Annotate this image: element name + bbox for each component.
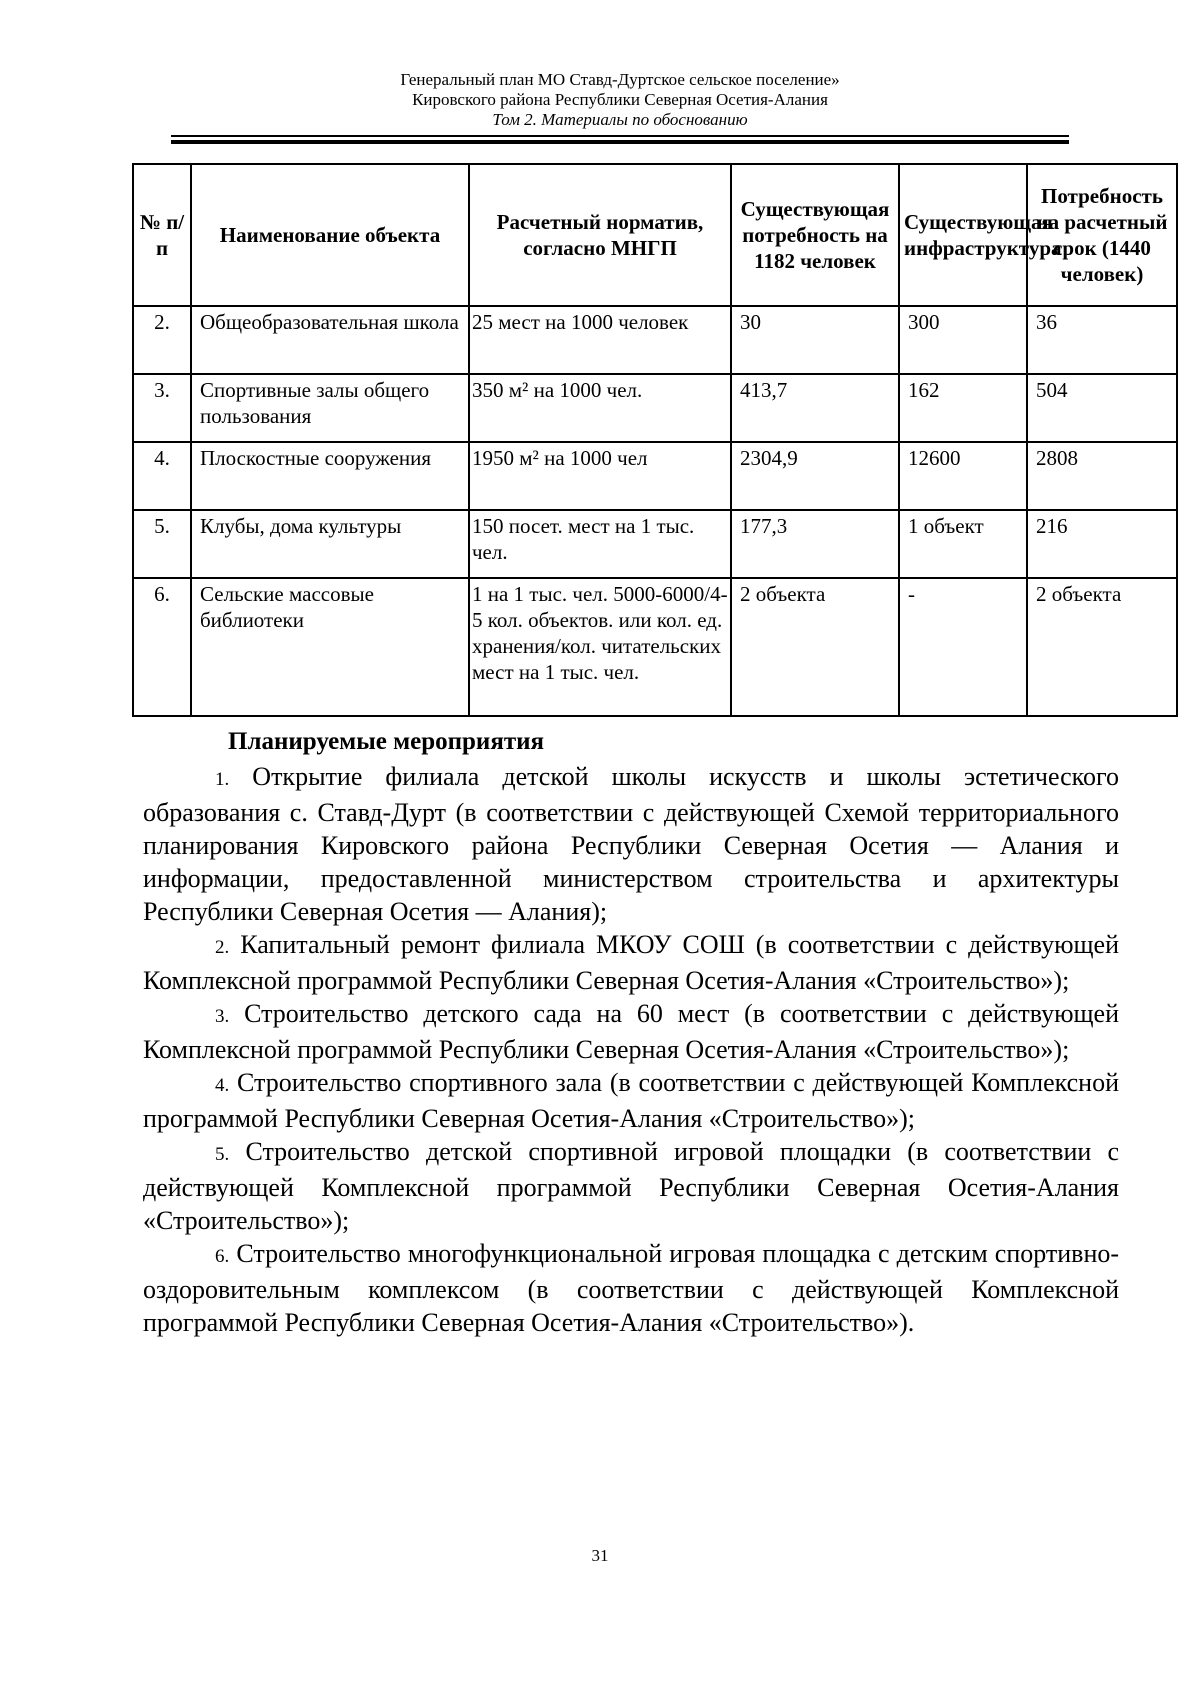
list-item [143,997,1119,1066]
list-item-number: 4. [215,1075,230,1096]
cell-infra: 12600 [899,442,1027,510]
cell-norm: 150 посет. мест на 1 тыс. чел. [469,510,731,578]
list-item-number: 3. [215,1006,230,1027]
cell-name: Спортивные залы общего пользования [191,374,469,442]
cell-need: 30 [731,306,899,374]
header-volume-line: Том 2. Материалы по обоснованию [492,110,748,129]
header-region-line: Кировского района Республики Северная Осетия-Алания [412,90,828,109]
cell-name: Общеобразовательная школа [191,306,469,374]
header-existing-infra: Существующая инфраструктура [899,164,1027,306]
table-row [133,442,1177,510]
list-item-text: Строительство многофункциональной игровая площадка с детским спортивно-оздоровительным комплексом (в соответствии с действующей Комплексной программой Республики Северная Осетия-Алания «Строительство»). [143,1239,1120,1337]
cell-need: 2304,9 [731,442,899,510]
cell-infra: - [899,578,1027,716]
list-item-text: Капитальный ремонт филиала МКОУ СОШ (в соответствии с действующей Комплексной программой Республики Северная Осетия-Алания «Строительство»); [143,930,1119,995]
measures-list [143,760,1119,1339]
cell-future: 36 [1027,306,1177,374]
header-title-line: Генеральный план МО Ставд-Дуртское сельское поселение» [400,70,840,89]
cell-need: 177,3 [731,510,899,578]
section-title: Планируемые мероприятия [228,728,545,755]
cell-norm: 25 мест на 1000 человек [469,306,731,374]
page-number: 31 [591,1546,609,1565]
header-rule-thick [171,140,1069,144]
cell-need: 413,7 [731,374,899,442]
list-item-number: 2. [215,937,230,958]
table-row [133,306,1177,374]
cell-norm: 1 на 1 тыс. чел. 5000-6000/4-5 кол. объектов. или кол. ед. хранения/кол. читательских мест на 1 тыс. чел. [469,578,731,716]
table-header-row [133,164,1177,306]
header-norm: Расчетный норматив, согласно МНГП [469,164,731,306]
cell-infra: 162 [899,374,1027,442]
cell-num: 6. [133,578,191,716]
cell-num: 4. [133,442,191,510]
table-row [133,374,1177,442]
cell-name: Сельские массовые библиотеки [191,578,469,716]
list-item-text: Открытие филиала детской школы искусств и школы эстетического образования с. Ставд-Дурт (в соответствии с действующей Схемой территориального планирования Кировского района Республики Северная Осетия — Алания и информации, предоставленной министерством строительства и архитектуры Республики Северная Осетия — Алания); [143,762,1119,926]
cell-name: Клубы, дома культуры [191,510,469,578]
cell-norm: 350 м² на 1000 чел. [469,374,731,442]
list-item-number: 6. [215,1246,230,1267]
header-existing-need: Существующая потребность на 1182 человек [731,164,899,306]
list-item [143,760,1119,928]
list-item-number: 1. [215,769,230,790]
cell-future: 504 [1027,374,1177,442]
list-item [143,1066,1119,1135]
cell-num: 2. [133,306,191,374]
cell-infra: 1 объект [899,510,1027,578]
list-item-text: Строительство детской спортивной игровой площадки (в соответствии с действующей Комплексной программой Республики Северная Осетия-Алания «Строительство»); [143,1137,1120,1235]
header-name: Наименование объекта [191,164,469,306]
facilities-table [132,163,1178,717]
list-item [143,1237,1119,1339]
table-row [133,578,1177,716]
list-item-text: Строительство детского сада на 60 мест (в соответствии с действующей Комплексной программой Республики Северная Осетия-Алания «Строительство»); [143,999,1119,1064]
cell-name: Плоскостные сооружения [191,442,469,510]
list-item [143,1135,1119,1237]
header-future-need: Потребность на расчетный срок (1440 человек) [1027,164,1177,306]
cell-future: 2 объекта [1027,578,1177,716]
header-num: № п/п [133,164,191,306]
running-header [170,70,1070,130]
cell-norm: 1950 м² на 1000 чел [469,442,731,510]
cell-need: 2 объекта [731,578,899,716]
cell-num: 3. [133,374,191,442]
cell-future: 2808 [1027,442,1177,510]
cell-future: 216 [1027,510,1177,578]
cell-infra: 300 [899,306,1027,374]
header-rule-thin [171,135,1069,137]
list-item-number: 5. [215,1144,230,1165]
cell-num: 5. [133,510,191,578]
list-item [143,928,1119,997]
list-item-text: Строительство спортивного зала (в соответствии с действующей Комплексной программой Республики Северная Осетия-Алания «Строительство»); [143,1068,1119,1133]
table-row [133,510,1177,578]
